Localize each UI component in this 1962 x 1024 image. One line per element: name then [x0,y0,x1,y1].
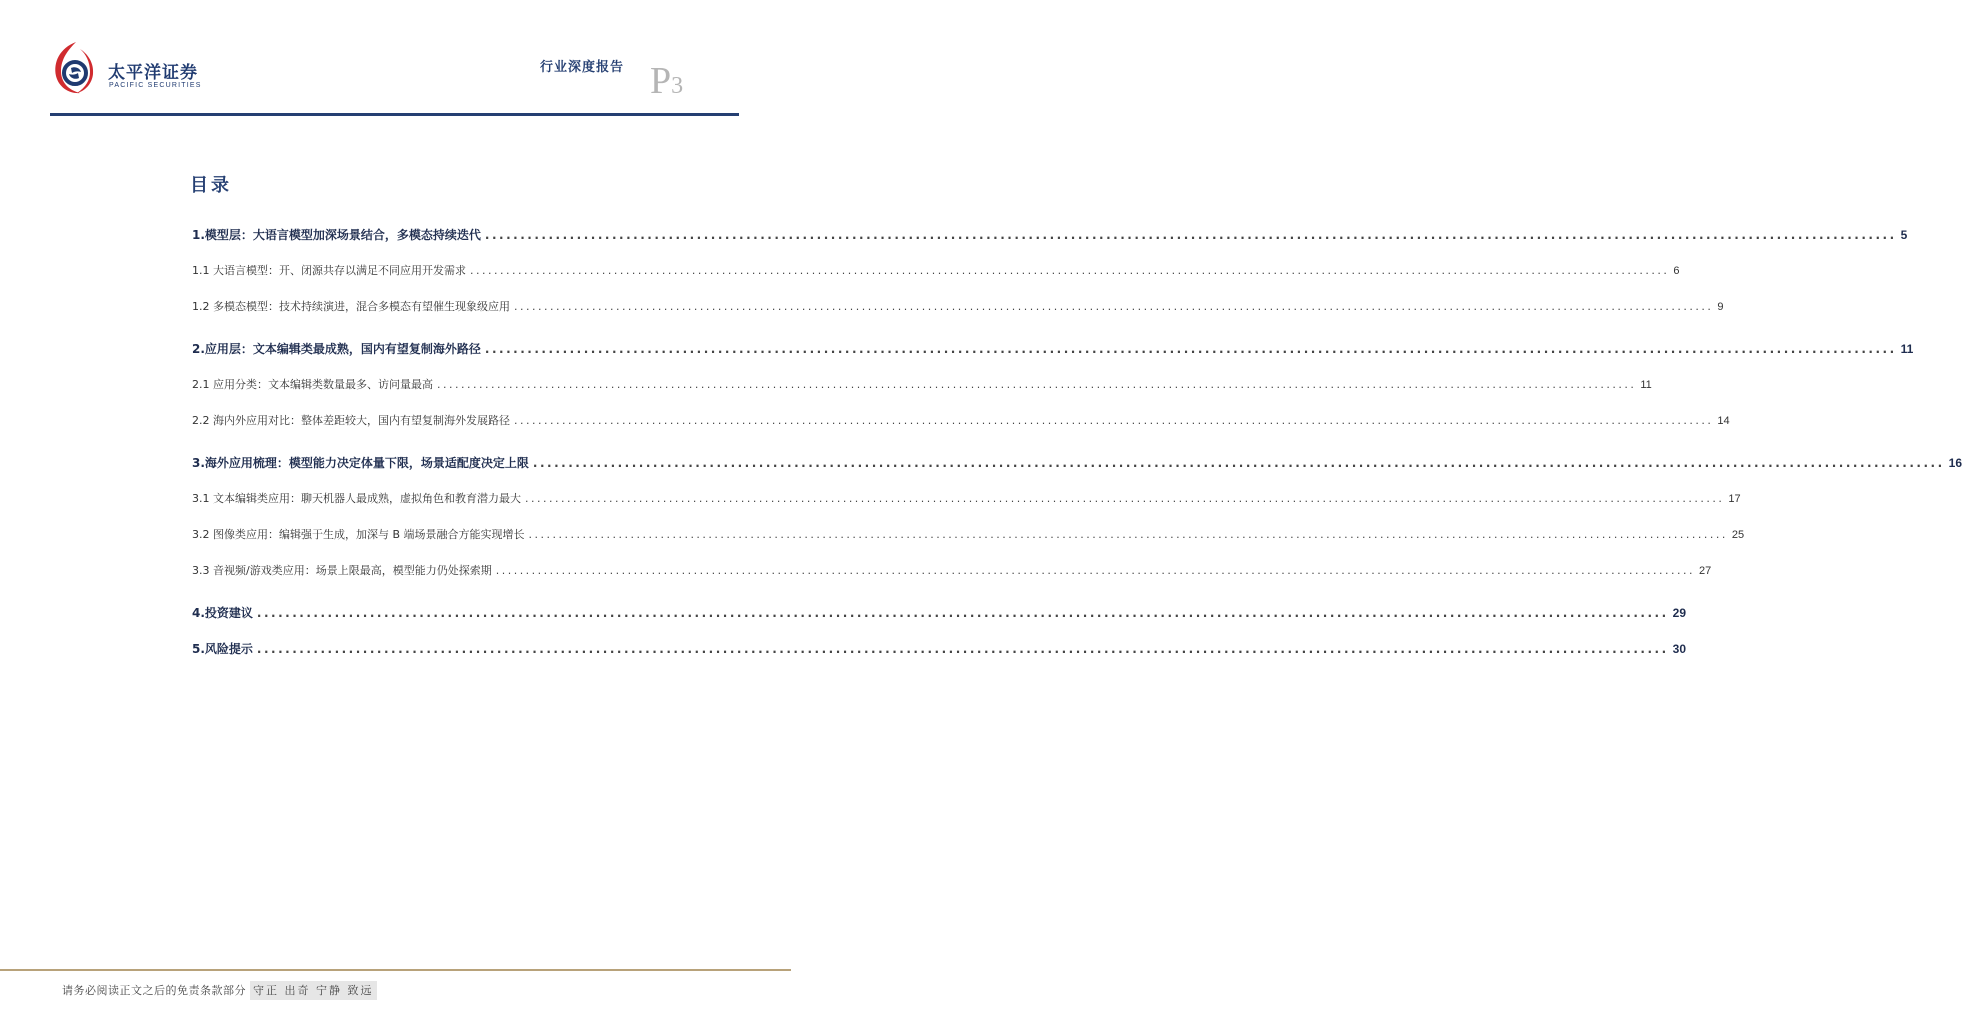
toc-entry-page: 5 [1900,228,1908,242]
toc-entry-label: 2.应用层：文本编辑类最成熟，国内有望复制海外路径 [192,342,481,356]
table-of-contents [192,226,1962,676]
toc-entry-page: 9 [1717,301,1724,313]
toc-entry[interactable] [192,226,1908,262]
toc-entry[interactable] [192,490,1741,526]
page-number [650,62,683,100]
header-divider [50,113,739,116]
toc-leader-dots: ........................................................................................................................................................................................................ [525,492,1725,505]
page-number-value: 3 [671,73,684,99]
toc-entry[interactable] [192,262,1680,298]
toc-leader-dots: ........................................................................................................................................................................................................ [514,414,1714,427]
toc-entry-label: 3.3 音视频/游戏类应用：场景上限最高，模型能力仍处探索期 [192,564,492,577]
company-logo [50,36,220,98]
pacific-securities-logo-icon [50,40,102,96]
toc-entry-page: 16 [1948,456,1962,470]
toc-leader-dots: ........................................................................................................................................................................................................ [484,342,1897,356]
toc-leader-dots: ........................................................................................................................................................................................................ [532,456,1945,470]
toc-entry[interactable] [192,640,1686,676]
toc-entry-page: 17 [1728,493,1741,505]
footer-divider [0,969,791,971]
toc-entry-label: 3.海外应用梳理：模型能力决定体量下限，场景适配度决定上限 [192,456,529,470]
toc-leader-dots: ........................................................................................................................................................................................................ [470,264,1670,277]
toc-entry[interactable] [192,526,1745,562]
toc-leader-dots: ........................................................................................................................................................................................................ [484,228,1897,242]
footer-disclaimer: 请务必阅读正文之后的免责条款部分 [62,984,246,997]
logo-english-name: PACIFIC SECURITIES [109,82,202,89]
footer [62,982,377,998]
toc-entry-label: 2.1 应用分类：文本编辑类数量最多、访问量最高 [192,378,433,391]
toc-entry-page: 30 [1672,642,1686,656]
toc-entry[interactable] [192,298,1724,334]
footer-motto: 守正 出奇 宁静 致远 [250,981,377,1000]
toc-entry[interactable] [192,376,1652,412]
toc-entry[interactable] [192,454,1962,490]
toc-leader-dots: ........................................................................................................................................................................................................ [437,378,1637,391]
toc-leader-dots: ........................................................................................................................................................................................................ [256,642,1669,656]
toc-entry-label: 1.1 大语言模型：开、闭源共存以满足不同应用开发需求 [192,264,466,277]
toc-leader-dots: ........................................................................................................................................................................................................ [256,606,1669,620]
toc-entry[interactable] [192,604,1686,640]
toc-entry-page: 6 [1673,265,1680,277]
toc-leader-dots: ........................................................................................................................................................................................................ [495,564,1696,577]
toc-entry-page: 27 [1699,565,1712,577]
report-type-label: 行业深度报告 [540,60,625,75]
toc-entry[interactable] [192,562,1712,598]
toc-entry-label: 2.2 海内外应用对比：整体差距较大，国内有望复制海外发展路径 [192,414,510,427]
page-number-prefix: P [650,60,672,102]
toc-entry[interactable] [192,340,1914,376]
logo-company-name: 太平洋证券 [108,63,198,83]
toc-title: 目录 [190,175,232,196]
toc-entry-label: 1.模型层：大语言模型加深场景结合，多模态持续迭代 [192,228,481,242]
toc-entry-label: 5.风险提示 [192,642,253,656]
toc-entry[interactable] [192,412,1730,448]
toc-leader-dots: ........................................................................................................................................................................................................ [528,528,1728,541]
toc-entry-page: 11 [1900,342,1914,356]
toc-entry-page: 29 [1672,606,1686,620]
toc-entry-label: 1.2 多模态模型：技术持续演进，混合多模态有望催生现象级应用 [192,300,510,313]
toc-entry-page: 14 [1717,415,1730,427]
toc-entry-label: 3.1 文本编辑类应用：聊天机器人最成熟，虚拟角色和教育潜力最大 [192,492,521,505]
toc-leader-dots: ........................................................................................................................................................................................................ [514,300,1714,313]
toc-entry-label: 3.2 图像类应用：编辑强于生成，加深与 B 端场景融合方能实现增长 [192,528,525,541]
toc-entry-page: 11 [1640,379,1652,391]
toc-entry-label: 4.投资建议 [192,606,253,620]
toc-entry-page: 25 [1731,529,1745,541]
